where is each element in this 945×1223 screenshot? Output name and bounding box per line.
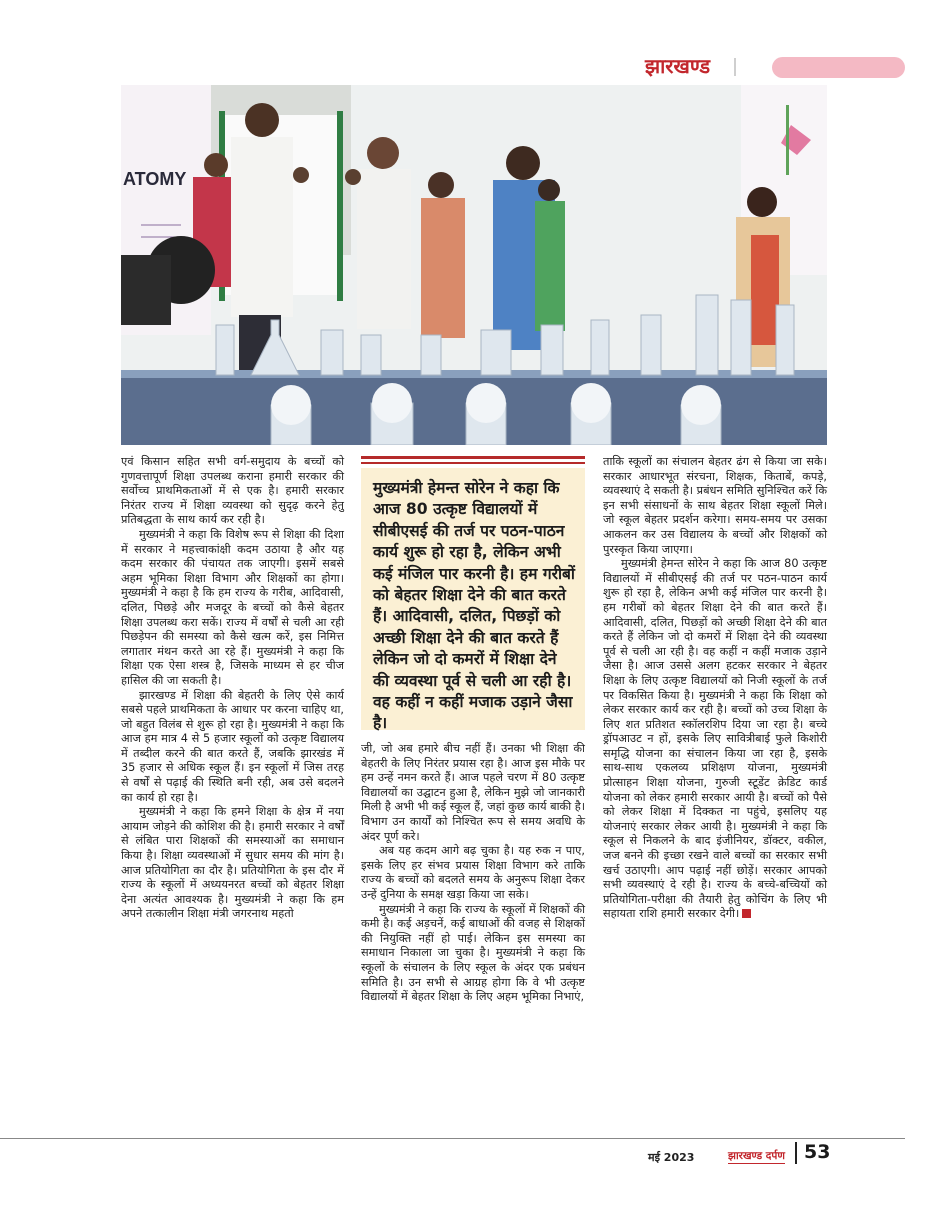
pull-quote-rule-top <box>361 456 585 459</box>
footer-rule <box>0 1138 905 1139</box>
article-column-2 <box>361 742 585 1005</box>
pull-quote: मुख्यमंत्री हेमन्त सोरेन ने कहा कि आज 80 उत्कृष्ट विद्यालयों में सीबीएसई की तर्ज पर पठन-पाठन कार्य शुरू हो रहा है, लेकिन अभी कई मंजिल पार करनी है। हम गरीबों को बेहतर शिक्षा देने की बात करते हैं। आदिवासी, दलित, पिछड़ों को अच्छी शिक्षा देने की बात करते हैं लेकिन जो दो कमरों में शिक्षा देने की व्यवस्था पूर्व से चली आ रही है। वह कहीं न कहीं मजाक उड़ाने जैसा है। <box>373 479 575 733</box>
header-divider <box>734 58 736 76</box>
footer-date: मई 2023 <box>648 1151 695 1164</box>
footer-brand: झारखण्ड दर्पण <box>728 1150 785 1162</box>
page-number: 53 <box>804 1141 831 1163</box>
paragraph: जी, जो अब हमारे बीच नहीं हैं। उनका भी शिक्षा की बेहतरी के लिए निरंतर प्रयास रहा है। आज इस मौके पर हम उन्हें नमन करते हैं। आज पहले चरण में 80 उत्कृष्ट विद्यालयों का उद्घाटन हुआ है, लेकिन मुझे जो जानकारी मिली है अभी भी कई स्कूल हैं, जहां कुछ कार्य बाकी है। विभाग उन कार्यों को निश्चित रूप से समय अवधि के अंदर पूर्ण करे। <box>361 742 585 843</box>
article-column-1 <box>121 455 344 922</box>
header-decorative-pill <box>772 57 905 78</box>
paragraph: ताकि स्कूलों का संचालन बेहतर ढंग से किया जा सके। सरकार आधारभूत संरचना, शिक्षक, किताबें, कपड़े, व्यवस्थाएं दे सकती है। प्रबंधन समिति सुनिश्चित करें कि इन सभी संसाधनों के साथ बेहतर शिक्षा स्कूलों मिले। जो स्कूल बेहतर प्रदर्शन करेगा। समय-समय पर उसका आकलन कर उस विद्यालय के बच्चों और शिक्षकों को पुरस्कृत किया जाएगा। <box>603 455 827 556</box>
pull-quote-rule-bottom <box>361 462 585 464</box>
footer-separator <box>795 1142 797 1164</box>
end-of-article-icon <box>742 909 751 918</box>
paragraph: मुख्यमंत्री ने कहा कि विशेष रूप से शिक्षा की दिशा में सरकार ने महत्त्वाकांक्षी कदम उठाया है और यह कदम सरकार की पंचायत तक जाएगी। इसमें सबसे अहम भूमिका शिक्षा विभाग और शिक्षकों का होगा। मुख्यमंत्री ने कहा है कि हम राज्य के गरीब, आदिवासी, दलित, पिछड़े और मजदूर के बच्चों को कैसे बेहतर शिक्षा उपलब्ध करा सकें। राज्य में वर्षों से चली आ रही पिछड़ेपन की समस्या को कैसे खत्म करें, इस निमित्त लगातार मंथन करते आ रहे हैं। मुख्यमंत्री ने कहा कि शिक्षा एक ऐसा शस्त्र है, जिसके माध्यम से हर चीज हासिल की जा सकती है। <box>121 527 344 687</box>
paragraph: मुख्यमंत्री ने कहा कि हमने शिक्षा के क्षेत्र में नया आयाम जोड़ने की कोशिश की है। हमारी सरकार ने वर्षों से लंबित पारा शिक्षकों की समस्याओं का समाधान किया है। शिक्षा व्यवस्थाओं में सुधार समय की मांग है। आज प्रतियोगिता का दौर है। प्रतियोगिता के इस दौर में राज्य के स्कूलों में अध्ययनरत बच्चों को बेहतर शिक्षा देना अत्यंत आवश्यक है। मुख्यमंत्री ने कहा कि हम अपने तत्कालीन शिक्षा मंत्री जगरनाथ महतो <box>121 805 344 921</box>
section-title: झारखण्ड <box>645 54 711 78</box>
paragraph-text: मुख्यमंत्री हेमन्त सोरेन ने कहा कि आज 80 उत्कृष्ट विद्यालयों में सीबीएसई की तर्ज पर पठन-पाठन कार्य शुरू हो रहा है, लेकिन अभी कई मंजिल पार करनी है। हम गरीबों को बेहतर शिक्षा देने की बात करते हैं। आदिवासी, दलित, पिछड़ों को अच्छी शिक्षा देने की बात करते हैं लेकिन जो दो कमरों में शिक्षा देने की व्यवस्था पूर्व से चली आ रही है। वह कहीं न कहीं मजाक उड़ाने जैसा है। आज उससे अलग हटकर सरकार ने बेहतर शिक्षा के लिए उत्कृष्ट विद्यालयों को निजी स्कूलों के तर्ज पर विकसित किया है। मुख्यमंत्री ने कहा कि शिक्षा को लेकर सरकार कार्य कर रही है। बच्चों को उच्च शिक्षा के लिए शत प्रतिशत स्कॉलरशिप दिया जा रहा है। बच्चे ड्रॉपआउट न हों, इसके लिए सावित्रीबाई फुले किशोरी समृद्धि योजना का संचालन किया जा रहा है, इसके साथ-साथ एकलव्य प्रशिक्षण योजना, मुख्यमंत्री प्रोत्साहन शिक्षा योजना, गुरुजी स्टूडेंट क्रेडिट कार्ड योजना को लेकर हमारी सरकार आयी है। बच्चों को पैसे को लेकर शिक्षा में दिक्कत ना पहुंचे, इसलिए यह योजनाएं सरकार लेकर आयी है। मुख्यमंत्री ने कहा कि स्कूल से निकलने के बाद इंजीनियर, डॉक्टर, वकील, जज बनने की इच्छा रखने वाले बच्चों का सरकार सभी खर्च उठाएगी। आप पढ़ाई नहीं छोड़ें। सरकार आपको सभी व्यवस्थाएं दे रही है। राज्य के बच्चे-बच्चियों को प्रतियोगिता-परीक्षा की तैयारी हेतु कोचिंग के लिए भी सहायता राशि हमारी सरकार देगी। <box>603 557 827 921</box>
article-photo <box>121 85 827 445</box>
paragraph: मुख्यमंत्री ने कहा कि राज्य के स्कूलों में शिक्षकों की कमी है। कई अड़चनें, कई बाधाओं की वजह से शिक्षकों की नियुक्ति नहीं हो पाई। लेकिन इस समस्या का समाधान निकाला जा चुका है। मुख्यमंत्री ने कहा कि स्कूलों के संचालन के लिए स्कूल के अंदर एक प्रबंधन समिति है। उन सभी से आग्रह होगा कि वे भी उत्कृष्ट विद्यालयों में बेहतर शिक्षा के लिए अहम भूमिका निभाएं, <box>361 902 585 1004</box>
paragraph: झारखण्ड में शिक्षा की बेहतरी के लिए ऐसे कार्य सबसे पहले प्राथमिकता के आधार पर करना चाहिए था, जो बहुत विलंब से शुरू हो रहा है। मुख्यमंत्री ने कहा कि आज हम मात्र 4 से 5 हजार स्कूलों को उत्कृष्ट विद्यालय में तब्दील करने की बात करते हैं, जबकि झारखंड में 35 हजार से अधिक स्कूल हैं। इन स्कूलों में जिस तरह से वर्षों से पढ़ाई की स्थिति बनी रही, अब उसे बदलने का कार्य हो रहा है। <box>121 688 344 804</box>
paragraph: एवं किसान सहित सभी वर्ग-समुदाय के बच्चों को गुणवत्तापूर्ण शिक्षा उपलब्ध कराना हमारी सरकार की सर्वोच्च प्राथमिकताओं में से एक है। हमारी सरकार निरंतर राज्य में शिक्षा व्यवस्था को सुदृढ़ करने हेतु प्रतिबद्धता के साथ कार्य कर रही है। <box>121 455 344 527</box>
paragraph-final <box>603 557 827 922</box>
poster-text: ATOMY <box>123 169 187 189</box>
paragraph: अब यह कदम आगे बढ़ चुका है। यह रुक न पाए, इसके लिए हर संभव प्रयास शिक्षा विभाग करे ताकि राज्य के बच्चों को बदलते समय के अनुरूप शिक्षा देकर उन्हें दुनिया के समक्ष खड़ा किया जा सके। <box>361 844 585 901</box>
article-column-3 <box>603 455 827 922</box>
